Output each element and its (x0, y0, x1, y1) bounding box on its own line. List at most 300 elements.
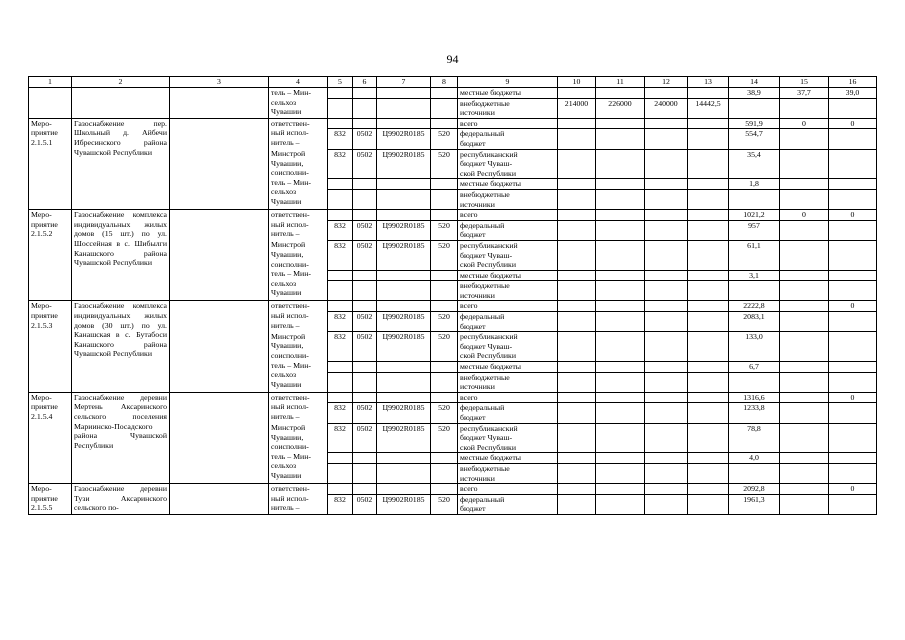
table-row (29, 210, 877, 221)
responsible-executor: ответствен- ный испол- нитель – (269, 301, 328, 332)
funding-source: республиканский бюджет Чуваш- ской Республики (458, 332, 558, 362)
empty-cell (688, 189, 729, 209)
empty-cell (688, 362, 729, 373)
empty-cell (688, 423, 729, 453)
co-executor: Минстрой Чувашии, соисполни- тель – Мин- сельхоз Чувашии (269, 423, 328, 484)
column-number-11: 11 (596, 77, 645, 88)
amount-c16: 0 (829, 392, 877, 403)
empty-cell (353, 270, 377, 281)
funding-source: местные бюджеты (458, 88, 558, 99)
empty-cell (596, 362, 645, 373)
amount-c16 (829, 453, 877, 464)
amount-c15 (780, 484, 829, 495)
empty-cell (558, 210, 596, 221)
column-number-15: 15 (780, 77, 829, 88)
empty-cell (688, 240, 729, 270)
amount-c16 (829, 332, 877, 362)
responsible-executor: ответствен- ный испол- нитель – (269, 118, 328, 149)
empty-cell (596, 453, 645, 464)
empty-cell (688, 118, 729, 129)
funding-source: местные бюджеты (458, 362, 558, 373)
empty-cell (645, 179, 688, 190)
budget-code-vr: 520 (431, 312, 458, 332)
amount-c14: 591,9 (729, 118, 780, 129)
empty-cell (170, 118, 269, 209)
measure-name: Газоснабжение пер. Школьный д. Айбечи Ибресинского района Чувашской Республики (72, 118, 170, 209)
amount-c12: 240000 (645, 98, 688, 118)
empty-cell (353, 210, 377, 221)
amount-c16 (829, 403, 877, 423)
budget-code-rzpr: 0502 (353, 332, 377, 362)
empty-cell (377, 453, 431, 464)
funding-source: местные бюджеты (458, 270, 558, 281)
empty-cell (431, 372, 458, 392)
amount-c15: 0 (780, 118, 829, 129)
empty-cell (596, 281, 645, 301)
empty-cell (377, 392, 431, 403)
empty-cell (353, 301, 377, 312)
column-number-16: 16 (829, 77, 877, 88)
funding-source: федеральный бюджет (458, 494, 558, 514)
empty-cell (431, 453, 458, 464)
measure-name: Газоснабжение комплекса индивидуальных жилых домов (15 шт.) по ул. Шоссейная в с. Шибылги Канашского района Чувашской Республики (72, 210, 170, 301)
empty-cell (353, 98, 377, 118)
table-row (29, 88, 877, 99)
empty-cell (688, 149, 729, 179)
funding-source: внебюджетные источники (458, 189, 558, 209)
empty-cell (558, 270, 596, 281)
budget-code-vr: 520 (431, 220, 458, 240)
amount-c16 (829, 220, 877, 240)
funding-source: всего (458, 392, 558, 403)
empty-cell (688, 372, 729, 392)
measure-code: Меро- приятие 2.1.5.4 (29, 392, 72, 483)
amount-c14: 1,8 (729, 179, 780, 190)
empty-cell (596, 463, 645, 483)
funding-source: внебюджетные источники (458, 281, 558, 301)
empty-cell (558, 118, 596, 129)
amount-c14: 35,4 (729, 149, 780, 179)
column-number-12: 12 (645, 77, 688, 88)
empty-cell (596, 118, 645, 129)
column-number-9: 9 (458, 77, 558, 88)
amount-c15 (780, 179, 829, 190)
empty-cell (558, 392, 596, 403)
empty-cell (353, 118, 377, 129)
amount-c15 (780, 463, 829, 483)
measure-code: Меро- приятие 2.1.5.1 (29, 118, 72, 209)
empty-cell (431, 98, 458, 118)
empty-cell (645, 312, 688, 332)
empty-cell (645, 453, 688, 464)
budget-code-vr: 520 (431, 149, 458, 179)
empty-cell (353, 484, 377, 495)
amount-c15 (780, 332, 829, 362)
empty-cell (377, 281, 431, 301)
co-executor: Минстрой Чувашии, соисполни- тель – Мин- сельхоз Чувашии (269, 240, 328, 301)
table-row (29, 392, 877, 403)
empty-cell (596, 179, 645, 190)
empty-cell (377, 463, 431, 483)
program-table (28, 76, 877, 515)
empty-cell (596, 240, 645, 270)
co-executor: Минстрой Чувашии, соисполни- тель – Мин- сельхоз Чувашии (269, 332, 328, 393)
budget-code-vr: 520 (431, 423, 458, 453)
budget-code-vr: 520 (431, 129, 458, 149)
empty-cell (558, 281, 596, 301)
empty-cell (431, 210, 458, 221)
empty-cell (353, 281, 377, 301)
amount-c15 (780, 220, 829, 240)
responsible-executor: ответствен- ный испол- нитель – (269, 392, 328, 423)
empty-cell (328, 484, 353, 495)
empty-cell (353, 372, 377, 392)
amount-c15 (780, 372, 829, 392)
budget-code-grbs: 832 (328, 332, 353, 362)
budget-code-rzpr: 0502 (353, 312, 377, 332)
empty-cell (431, 392, 458, 403)
budget-code-csr: Ц9902R0185 (377, 494, 431, 514)
budget-code-rzpr: 0502 (353, 220, 377, 240)
empty-cell (170, 210, 269, 301)
budget-code-csr: Ц9902R0185 (377, 129, 431, 149)
amount-c15 (780, 270, 829, 281)
empty-cell (431, 484, 458, 495)
budget-code-csr: Ц9902R0185 (377, 149, 431, 179)
column-number-14: 14 (729, 77, 780, 88)
column-number-7: 7 (377, 77, 431, 88)
amount-c13 (688, 88, 729, 99)
empty-cell (645, 494, 688, 514)
empty-cell (596, 423, 645, 453)
amount-c16 (829, 312, 877, 332)
amount-c16: 0 (829, 210, 877, 221)
executor-cell: тель – Мин- сельхоз Чувашии (269, 88, 328, 119)
empty-cell (431, 270, 458, 281)
empty-cell (558, 332, 596, 362)
empty-cell (328, 463, 353, 483)
column-number-2: 2 (72, 77, 170, 88)
empty-cell (328, 453, 353, 464)
funding-source: внебюджетные источники (458, 372, 558, 392)
amount-c15 (780, 453, 829, 464)
empty-cell (645, 332, 688, 362)
amount-c10 (558, 88, 596, 99)
empty-cell (558, 463, 596, 483)
empty-cell (688, 129, 729, 149)
amount-c16 (829, 129, 877, 149)
funding-source: внебюджетные источники (458, 98, 558, 118)
amount-c15 (780, 403, 829, 423)
empty-cell (431, 179, 458, 190)
empty-cell (431, 189, 458, 209)
amount-c14: 2092,8 (729, 484, 780, 495)
amount-c16 (829, 179, 877, 190)
empty-cell (645, 281, 688, 301)
budget-code-csr: Ц9902R0185 (377, 332, 431, 362)
empty-cell (170, 301, 269, 392)
budget-code-csr: Ц9902R0185 (377, 220, 431, 240)
empty-cell (688, 179, 729, 190)
amount-c15 (780, 494, 829, 514)
amount-c14: 2083,1 (729, 312, 780, 332)
empty-cell (328, 210, 353, 221)
amount-c14: 133,0 (729, 332, 780, 362)
empty-cell (688, 484, 729, 495)
empty-cell (596, 210, 645, 221)
measure-name: Газоснабжение комплекса индивидуальных жилых домов (30 шт.) по ул. Канашская в с. Бутабоси Канашского района Чувашской Республики (72, 301, 170, 392)
funding-source: местные бюджеты (458, 179, 558, 190)
amount-c16 (829, 423, 877, 453)
empty-cell (596, 149, 645, 179)
empty-cell (72, 88, 170, 119)
empty-cell (596, 494, 645, 514)
empty-cell (558, 189, 596, 209)
empty-cell (596, 270, 645, 281)
co-executor: Минстрой Чувашии, соисполни- тель – Мин- сельхоз Чувашии (269, 149, 328, 210)
amount-c15 (780, 98, 829, 118)
funding-source: всего (458, 210, 558, 221)
empty-cell (645, 362, 688, 373)
empty-cell (353, 179, 377, 190)
empty-cell (645, 463, 688, 483)
empty-cell (377, 179, 431, 190)
funding-source: всего (458, 484, 558, 495)
funding-source: республиканский бюджет Чуваш- ской Республики (458, 149, 558, 179)
empty-cell (558, 149, 596, 179)
amount-c14: 4,0 (729, 453, 780, 464)
empty-cell (353, 189, 377, 209)
amount-c14 (729, 189, 780, 209)
empty-cell (688, 312, 729, 332)
budget-code-rzpr: 0502 (353, 240, 377, 270)
empty-cell (377, 362, 431, 373)
empty-cell (558, 129, 596, 149)
table-row (29, 301, 877, 312)
empty-cell (596, 220, 645, 240)
empty-cell (645, 189, 688, 209)
amount-c16 (829, 281, 877, 301)
amount-c14 (729, 372, 780, 392)
budget-code-csr: Ц9902R0185 (377, 312, 431, 332)
column-number-10: 10 (558, 77, 596, 88)
amount-c16 (829, 149, 877, 179)
column-number-4: 4 (269, 77, 328, 88)
empty-cell (328, 301, 353, 312)
empty-cell (170, 88, 269, 119)
budget-code-grbs: 832 (328, 312, 353, 332)
empty-cell (377, 98, 431, 118)
amount-c14: 38,9 (729, 88, 780, 99)
empty-cell (688, 453, 729, 464)
empty-cell (596, 312, 645, 332)
responsible-executor: ответствен- ный испол- нитель – (269, 210, 328, 241)
amount-c14 (729, 281, 780, 301)
empty-cell (558, 372, 596, 392)
empty-cell (558, 220, 596, 240)
empty-cell (645, 129, 688, 149)
empty-cell (353, 453, 377, 464)
empty-cell (431, 362, 458, 373)
column-number-5: 5 (328, 77, 353, 88)
empty-cell (377, 484, 431, 495)
amount-c10: 214000 (558, 98, 596, 118)
budget-code-grbs: 832 (328, 240, 353, 270)
measure-code: Меро- приятие 2.1.5.3 (29, 301, 72, 392)
empty-cell (688, 494, 729, 514)
empty-cell (645, 240, 688, 270)
empty-cell (596, 372, 645, 392)
amount-c15 (780, 240, 829, 270)
amount-c14: 6,7 (729, 362, 780, 373)
empty-cell (377, 88, 431, 99)
empty-cell (353, 463, 377, 483)
amount-c16: 0 (829, 118, 877, 129)
empty-cell (596, 301, 645, 312)
empty-cell (328, 270, 353, 281)
budget-code-grbs: 832 (328, 129, 353, 149)
budget-code-csr: Ц9902R0185 (377, 240, 431, 270)
empty-cell (645, 220, 688, 240)
empty-cell (558, 453, 596, 464)
empty-cell (688, 270, 729, 281)
amount-c14: 1961,3 (729, 494, 780, 514)
budget-code-rzpr: 0502 (353, 423, 377, 453)
amount-c14: 78,8 (729, 423, 780, 453)
empty-cell (645, 118, 688, 129)
amount-c16: 39,0 (829, 88, 877, 99)
empty-cell (377, 270, 431, 281)
amount-c15 (780, 301, 829, 312)
empty-cell (645, 149, 688, 179)
amount-c14 (729, 98, 780, 118)
budget-code-rzpr: 0502 (353, 494, 377, 514)
empty-cell (645, 301, 688, 312)
column-number-13: 13 (688, 77, 729, 88)
empty-cell (328, 88, 353, 99)
table-row (29, 484, 877, 495)
empty-cell (431, 301, 458, 312)
empty-cell (688, 332, 729, 362)
empty-cell (645, 270, 688, 281)
amount-c14: 957 (729, 220, 780, 240)
responsible-executor: ответствен- ный испол- нитель – (269, 484, 328, 515)
budget-code-grbs: 832 (328, 403, 353, 423)
funding-source: федеральный бюджет (458, 403, 558, 423)
amount-c15: 37,7 (780, 88, 829, 99)
empty-cell (353, 88, 377, 99)
amount-c14 (729, 463, 780, 483)
amount-c11: 226000 (596, 98, 645, 118)
empty-cell (328, 189, 353, 209)
empty-cell (431, 88, 458, 99)
measure-code: Меро- приятие 2.1.5.5 (29, 484, 72, 515)
page-number: 94 (446, 52, 459, 66)
funding-source: республиканский бюджет Чуваш- ской Республики (458, 240, 558, 270)
amount-c14: 2222,8 (729, 301, 780, 312)
empty-cell (596, 332, 645, 362)
amount-c15 (780, 312, 829, 332)
funding-source: республиканский бюджет Чуваш- ской Республики (458, 423, 558, 453)
budget-code-vr: 520 (431, 240, 458, 270)
amount-c15 (780, 423, 829, 453)
empty-cell (328, 392, 353, 403)
budget-code-vr: 520 (431, 332, 458, 362)
empty-cell (558, 403, 596, 423)
empty-cell (688, 463, 729, 483)
column-number-6: 6 (353, 77, 377, 88)
empty-cell (688, 281, 729, 301)
empty-cell (596, 484, 645, 495)
budget-code-csr: Ц9902R0185 (377, 423, 431, 453)
amount-c11 (596, 88, 645, 99)
empty-cell (596, 403, 645, 423)
budget-code-grbs: 832 (328, 423, 353, 453)
budget-code-rzpr: 0502 (353, 149, 377, 179)
budget-code-grbs: 832 (328, 149, 353, 179)
empty-cell (558, 301, 596, 312)
empty-cell (645, 423, 688, 453)
empty-cell (328, 179, 353, 190)
amount-c14: 3,1 (729, 270, 780, 281)
empty-cell (328, 281, 353, 301)
amount-c16 (829, 463, 877, 483)
budget-code-vr: 520 (431, 403, 458, 423)
amount-c16 (829, 362, 877, 373)
empty-cell (645, 484, 688, 495)
empty-cell (431, 281, 458, 301)
funding-source: федеральный бюджет (458, 312, 558, 332)
budget-code-vr: 520 (431, 494, 458, 514)
amount-c14: 554,7 (729, 129, 780, 149)
funding-source: федеральный бюджет (458, 220, 558, 240)
budget-code-rzpr: 0502 (353, 129, 377, 149)
empty-cell (170, 392, 269, 483)
empty-cell (558, 484, 596, 495)
amount-c12 (645, 88, 688, 99)
funding-source: всего (458, 301, 558, 312)
empty-cell (688, 392, 729, 403)
empty-cell (645, 403, 688, 423)
amount-c14: 1233,8 (729, 403, 780, 423)
empty-cell (353, 392, 377, 403)
empty-cell (688, 403, 729, 423)
budget-code-rzpr: 0502 (353, 403, 377, 423)
empty-cell (377, 301, 431, 312)
funding-source: всего (458, 118, 558, 129)
empty-cell (377, 372, 431, 392)
amount-c15 (780, 189, 829, 209)
amount-c15 (780, 392, 829, 403)
empty-cell (645, 372, 688, 392)
empty-cell (596, 129, 645, 149)
empty-cell (170, 484, 269, 515)
budget-code-grbs: 832 (328, 220, 353, 240)
empty-cell (377, 189, 431, 209)
measure-name: Газоснабжение деревни Мертень Аксаринского сельского поселения Мариинско-Посадского района Чувашской Республики (72, 392, 170, 483)
column-number-1: 1 (29, 77, 72, 88)
amount-c15 (780, 129, 829, 149)
table-row (29, 118, 877, 129)
amount-c14: 61,1 (729, 240, 780, 270)
empty-cell (353, 362, 377, 373)
empty-cell (645, 392, 688, 403)
empty-cell (558, 179, 596, 190)
measure-code: Меро- приятие 2.1.5.2 (29, 210, 72, 301)
column-number-8: 8 (431, 77, 458, 88)
empty-cell (558, 362, 596, 373)
empty-cell (558, 240, 596, 270)
